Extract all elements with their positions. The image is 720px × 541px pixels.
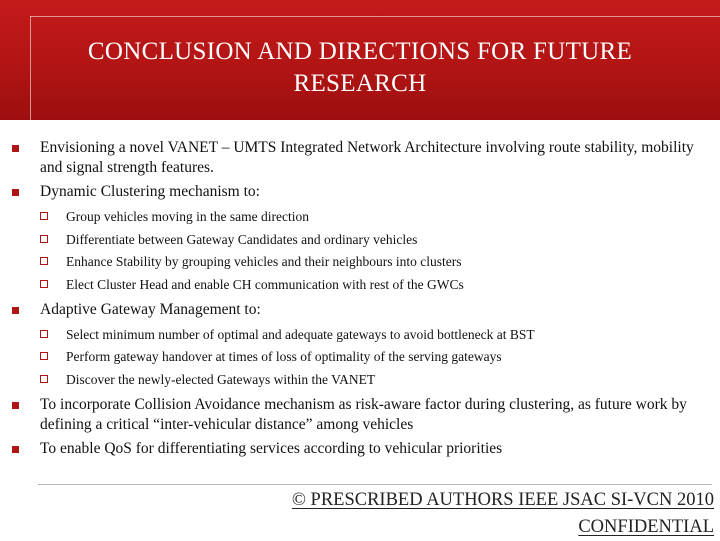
sub-bullet-text: Select minimum number of optimal and adequate gateways to avoid bottleneck at BST (66, 326, 535, 342)
sub-bullet-item (0, 231, 720, 249)
bullet-text: To incorporate Collision Avoidance mechanism as risk-aware factor during clustering, as future work by defining a critical “inter-vehicular distance” among vehicles (40, 395, 687, 433)
copyright-text: © PRESCRIBED AUTHORS IEEE JSAC SI-VCN 2010 (291, 490, 714, 510)
hollow-square-bullet-icon (40, 212, 48, 220)
bullet-text: Dynamic Clustering mechanism to: (40, 183, 260, 200)
sub-bullet-item (0, 253, 720, 271)
sub-bullet-text: Group vehicles moving in the same direction (66, 209, 309, 224)
title-banner (0, 0, 720, 120)
hollow-square-bullet-icon (40, 352, 48, 360)
sub-bullet-item (0, 348, 720, 366)
bullet-text: To enable QoS for differentiating services according to vehicular priorities (40, 439, 503, 457)
sub-bullet-list (0, 208, 720, 294)
square-bullet-icon (12, 402, 19, 409)
bullet-item (0, 182, 720, 202)
footer-divider (38, 484, 712, 485)
bullet-item (0, 395, 720, 435)
square-bullet-icon (12, 307, 19, 314)
bullet-list (0, 138, 720, 463)
square-bullet-icon (12, 446, 19, 453)
footer (214, 487, 714, 541)
banner-rule-left (30, 16, 31, 120)
banner-rule-top (30, 16, 720, 17)
sub-bullet-item (0, 326, 720, 344)
bullet-item (0, 300, 720, 320)
bullet-text: Envisioning a novel VANET – UMTS Integrated Network Architecture involving route stability, mobility and signal strength features. (40, 139, 694, 176)
sub-bullet-text: Differentiate between Gateway Candidates and ordinary vehicles (66, 231, 418, 247)
square-bullet-icon (12, 145, 19, 152)
bullet-text: Adaptive Gateway Management to: (40, 300, 261, 318)
bullet-item (0, 439, 720, 459)
sub-bullet-list (0, 326, 720, 389)
confidential-label: CONFIDENTIAL (578, 517, 714, 537)
hollow-square-bullet-icon (40, 235, 48, 243)
sub-bullet-text: Perform gateway handover at times of loss of optimality of the serving gateways (66, 349, 502, 365)
sub-bullet-text: Enhance Stability by grouping vehicles and their neighbours into clusters (66, 254, 462, 270)
hollow-square-bullet-icon (40, 257, 48, 265)
slide-title: CONCLUSION AND DIRECTIONS FOR FUTURE RESEARCH (87, 38, 633, 97)
sub-bullet-item (0, 276, 720, 294)
hollow-square-bullet-icon (40, 330, 48, 338)
hollow-square-bullet-icon (40, 375, 48, 383)
sub-bullet-text: Discover the newly-elected Gateways within the VANET (66, 371, 376, 387)
hollow-square-bullet-icon (40, 280, 48, 288)
sub-bullet-item (0, 208, 720, 226)
bullet-item (0, 138, 720, 178)
sub-bullet-item (0, 371, 720, 389)
square-bullet-icon (12, 189, 19, 196)
sub-bullet-text: Elect Cluster Head and enable CH communication with rest of the GWCs (66, 276, 464, 292)
